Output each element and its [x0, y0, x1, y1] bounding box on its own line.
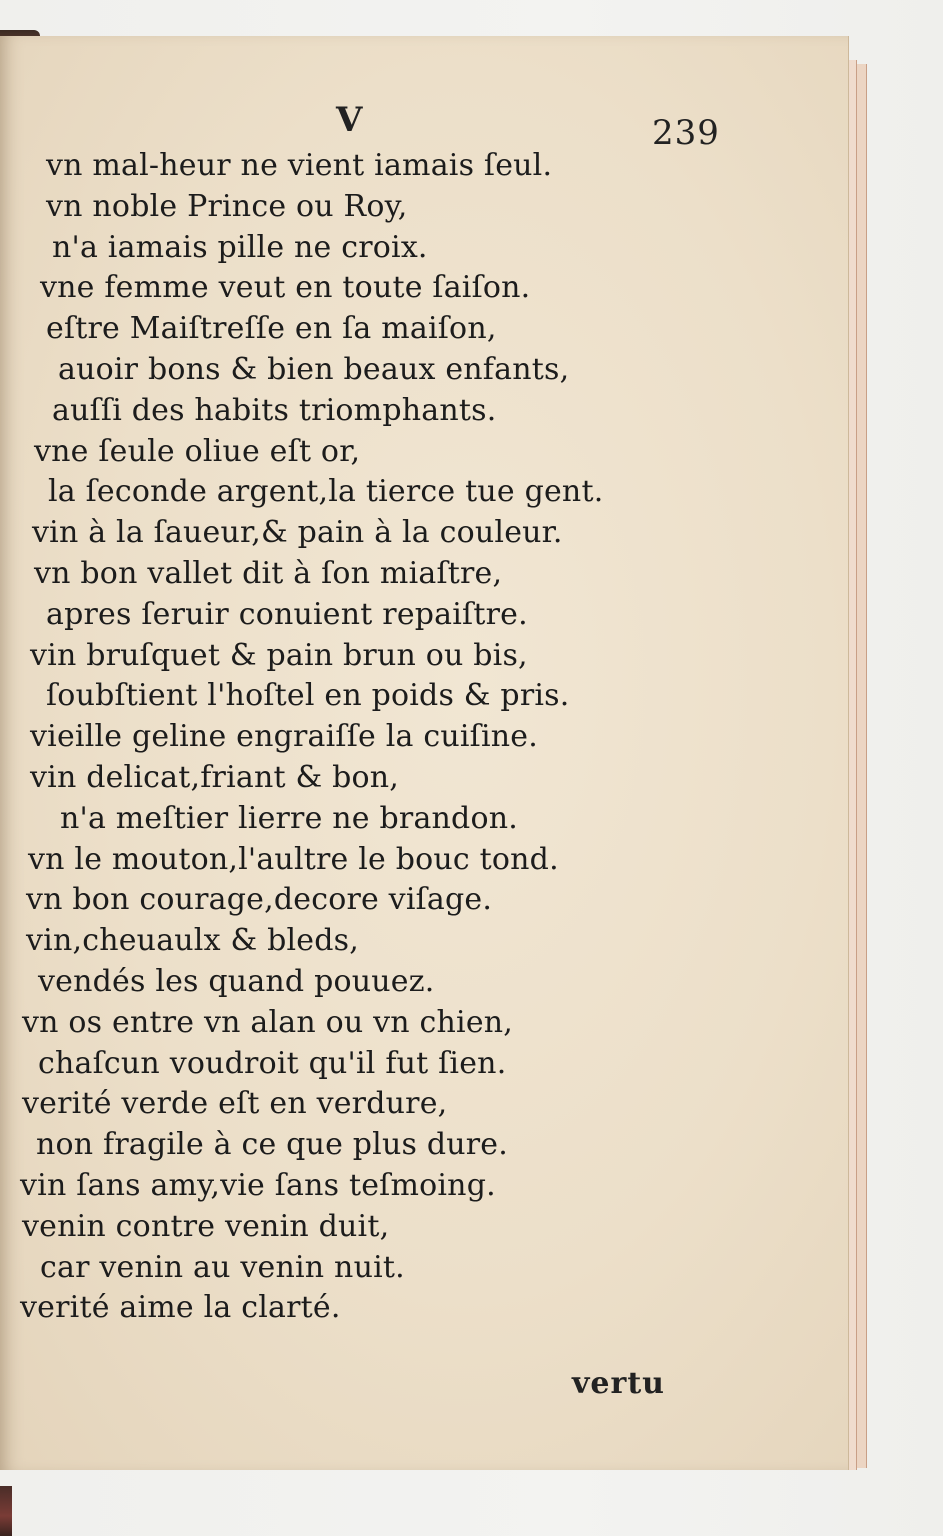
proverb-line: vn bon courage,decore viſage. [26, 882, 493, 918]
proverb-line: vn bon vallet dit à ſon miaſtre, [34, 555, 503, 591]
proverb-line: vendés les quand pouuez. [38, 963, 435, 999]
proverb-line: vieille geline engraiſſe la cuiſine. [30, 719, 538, 755]
running-header-letter: V [336, 100, 363, 140]
proverb-line: ſoubſtient l'hoſtel en poids & pris. [46, 678, 570, 714]
proverb-line: venin contre venin duit, [22, 1208, 390, 1244]
proverb-line: car venin au venin nuit. [40, 1249, 405, 1285]
proverb-line: vn noble Prince ou Roy, [46, 188, 408, 224]
proverb-line: n'a meſtier lierre ne brandon. [60, 800, 518, 836]
proverb-line: vne femme veut en toute ſaiſon. [40, 270, 531, 306]
proverb-line: vin bruſquet & pain brun ou bis, [30, 637, 528, 673]
proverb-line: auſſi des habits triomphants. [52, 392, 497, 428]
proverb-line: vn le mouton,l'aultre le bouc tond. [28, 841, 559, 877]
proverb-line: vin ſans amy,vie ſans teſmoing. [20, 1167, 496, 1203]
proverb-line: vin delicat,friant & bon, [30, 759, 400, 795]
proverb-line: n'a iamais pille ne croix. [52, 229, 428, 265]
proverb-line: vin,cheuaulx & bleds, [26, 923, 359, 959]
proverb-line: vne ſeule oliue eſt or, [34, 433, 361, 469]
proverb-line: vin à la ſaueur,& pain à la couleur. [32, 515, 563, 551]
proverb-line: vn mal-heur ne vient iamais ſeul. [46, 148, 553, 183]
book-binding-bottom [0, 1486, 12, 1536]
proverb-line: non fragile à ce que plus dure. [36, 1127, 508, 1163]
proverb-list [0, 146, 700, 1329]
proverb-line: apres ſeruir conuient repaiſtre. [46, 596, 528, 632]
proverb-line: verité aime la clarté. [20, 1290, 341, 1326]
catchword: vertu [572, 1366, 665, 1401]
proverb-line: verité verde eſt en verdure, [22, 1086, 448, 1122]
proverb-line: la ſeconde argent,la tierce tue gent. [48, 474, 604, 510]
proverb-line: eſtre Maiſtreſſe en ſa maiſon, [46, 311, 497, 347]
page-number: 239 [652, 113, 720, 153]
proverb-line: auoir bons & bien beaux enfants, [58, 351, 570, 387]
proverb-line: vn os entre vn alan ou vn chien, [22, 1004, 514, 1040]
proverb-line: chaſcun voudroit qu'il fut ſien. [38, 1045, 507, 1081]
